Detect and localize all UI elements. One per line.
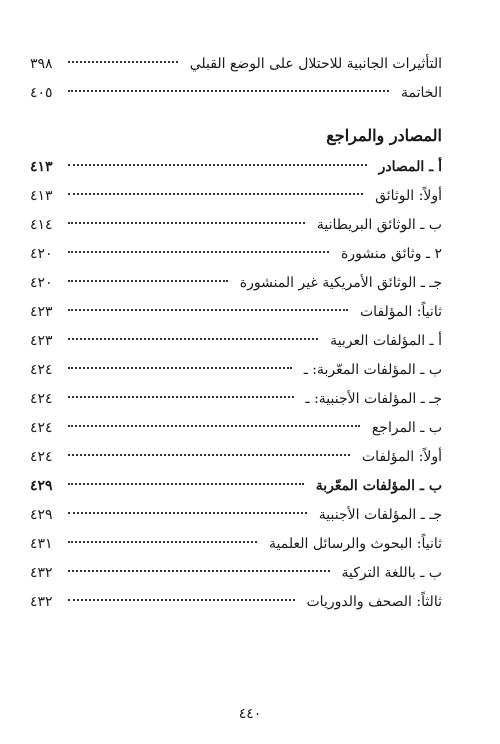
toc-entry: [30, 269, 442, 298]
toc-entry: [30, 79, 442, 108]
toc-entry-title: الخاتمة: [401, 85, 442, 101]
toc-entry: [30, 182, 442, 211]
table-of-contents: [30, 50, 442, 617]
toc-entry-title: جـ ـ المؤلفات الأجنبية: [318, 507, 442, 523]
dot-leader: [68, 308, 348, 311]
dot-leader: [68, 163, 367, 166]
dot-leader: [68, 395, 294, 398]
toc-entry-title: ب ـ المؤلفات المعّربة: [315, 478, 442, 494]
toc-entry: [30, 327, 442, 356]
toc-entry: [30, 298, 442, 327]
dot-leader: [68, 511, 307, 514]
toc-entry-page: ٤٢٠: [30, 275, 53, 291]
dot-leader: [68, 89, 389, 92]
toc-entry-title: أ ـ المصادر: [378, 159, 442, 175]
dot-leader: [68, 250, 329, 253]
toc-entry: [30, 443, 442, 472]
toc-entry-page: ٤٠٥: [30, 85, 53, 101]
toc-entry: [30, 240, 442, 269]
toc-entry-page: ٤١٤: [30, 217, 53, 233]
toc-entry-page: ٤٢٩: [30, 507, 53, 523]
toc-entry-page: ٤١٣: [30, 159, 53, 175]
toc-entry-title: ب ـ المؤلفات المعّربة: ـ: [303, 362, 442, 378]
toc-entry-page: ٤٢٤: [30, 449, 53, 465]
toc-entry-title: ب ـ باللغة التركية: [341, 565, 442, 581]
toc-entry-page: ٤٢٤: [30, 391, 53, 407]
dot-leader: [68, 192, 363, 195]
toc-entry-title: أولاً: الوثائق: [375, 188, 442, 204]
toc-entry-title: ٢ ـ وثائق منشورة: [340, 246, 442, 262]
page-number: ٤٤٠: [238, 706, 262, 722]
dot-leader: [68, 279, 228, 282]
toc-entry-page: ٤٣١: [30, 536, 53, 552]
toc-entry-page: ٤٢٤: [30, 420, 53, 436]
section-heading: المصادر والمراجع: [326, 126, 442, 145]
dot-leader: [68, 598, 295, 601]
toc-entry-title: ب ـ الوثائق البريطانية: [316, 217, 442, 233]
dot-leader: [68, 540, 257, 543]
toc-entry-title: ب ـ المراجع: [371, 420, 442, 436]
toc-entry-page: ٣٩٨: [30, 56, 53, 72]
toc-entry: [30, 211, 442, 240]
toc-entry-title: أولاً: المؤلفات: [361, 449, 442, 465]
dot-leader: [68, 569, 330, 572]
toc-entry-title: ثالثاً: الصحف والدوريات: [306, 594, 442, 610]
toc-entry: [30, 414, 442, 443]
toc-entry-page: ٤٢٠: [30, 246, 53, 262]
dot-leader: [68, 337, 318, 340]
toc-entry: [30, 356, 442, 385]
dot-leader: [68, 453, 350, 456]
dot-leader: [68, 366, 292, 369]
toc-entry: [30, 501, 442, 530]
toc-entry: [30, 50, 442, 79]
toc-entry-title: ثانياً: البحوث والرسائل العلمية: [269, 536, 442, 552]
toc-entry-title: التأثيرات الجانبية للاحتلال على الوضع القبلي: [189, 56, 442, 72]
dot-leader: [68, 221, 305, 224]
toc-entry: [30, 588, 442, 617]
toc-entry-page: ٤٢٣: [30, 333, 53, 349]
toc-entry-page: ٤١٣: [30, 188, 53, 204]
toc-entry-page: ٤٣٢: [30, 565, 53, 581]
toc-entry: [30, 472, 442, 501]
toc-entry-page: ٤٢٩: [30, 478, 53, 494]
toc-entry: [30, 559, 442, 588]
toc-entry-page: ٤٣٢: [30, 594, 53, 610]
toc-entry-title: جـ ـ المؤلفات الأجنبية: ـ: [305, 391, 442, 407]
toc-entry: [30, 153, 442, 182]
toc-entry-title: جـ ـ الوثائق الأمريكية غير المنشورة: [239, 275, 442, 291]
toc-entries-list: [30, 153, 442, 617]
dot-leader: [68, 60, 178, 63]
toc-entry: [30, 530, 442, 559]
toc-entry-title: ثانياً: المؤلفات: [360, 304, 442, 320]
toc-entry-page: ٤٢٤: [30, 362, 53, 378]
toc-entry-page: ٤٢٣: [30, 304, 53, 320]
toc-entry: [30, 385, 442, 414]
dot-leader: [68, 482, 304, 485]
dot-leader: [68, 424, 360, 427]
toc-entry-title: أ ـ المؤلفات العربية: [330, 333, 442, 349]
